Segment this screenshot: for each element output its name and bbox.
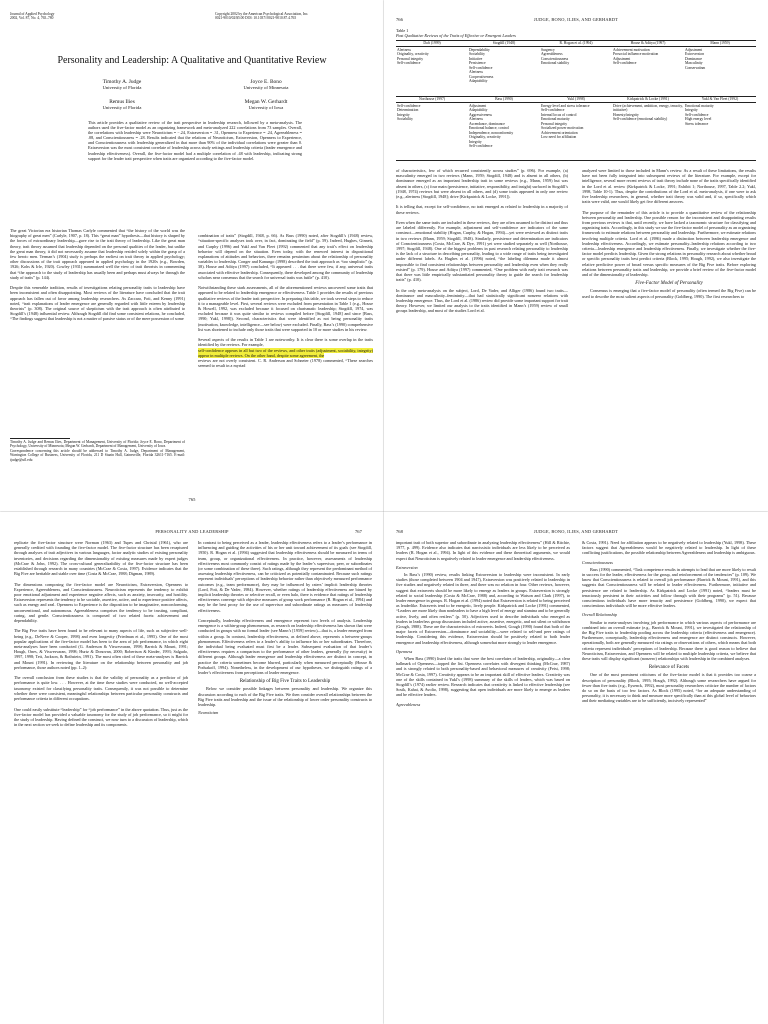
table-cell: Surgency Agreeableness Conscientiousness Emotional stability bbox=[541, 47, 570, 65]
abstract: This article provides a qualitative review of the trait perspective in leadership research, followed by a meta-analysis. The authors used the five-factor model as an organizing framework and meta-analyzed 222 correlations from 73 samples. Overall, the correlations with leadership were Neuroticism = −.24, Extraversion = .31, Openness to Experience = .24, Agreeableness = .08, and Conscientiousness = .28. Results indicated that the relations of Neuroticism, Extraversion, Openness to Experience, and Conscientiousness with leadership generalized in that more than 90% of the individual correlations were greater than 0. Extraversion was the most consistent correlate of leadership across study settings and leadership criteria (leader emergence and leadership effectiveness). Overall, the five-factor model had a multiple correlation of .48 with leadership, indicating strong support for the leader trait perspective when traits are organized according to the five-factor model. bbox=[88, 120, 302, 161]
body-text: Below we consider possible linkages between personality and leadership. We organize this discussion according to each of the Big Five traits. We then consider overall relationships between the Big Five traits and leadership and the issue of the relationship of lower order personality constructs to leadership. bbox=[198, 686, 372, 708]
body-column-left: replicate the five-factor structure were Norman (1963) and Tupes and Christal (1961), who are generally credited with founding the five-factor model. The five-factor structure has been recaptured through analyses of trait adjectives in various languages, factor analytic studies of existing personality inventories, and decisions regarding the dimensionality of existing measures made by expert judges (McCrae & John, 1992). The cross-cultural generalizability of the five-factor structure has been established through research in many countries (McCrae & Costa, 1997). Evidence indicates that the Big Five are heritable and stable over time (Costa & McCrae, 1988; Digman, 1989). The dimensions composing the five-factor model are Neuroticism, Extraversion, Openness to Experience, Agreeableness, and Conscientiousness. Neuroticism represents the tendency to exhibit poor emotional adjustment and experience negative affects, such as anxiety, insecurity, and hostility. Extraversion represents the tendency to be sociable, assertive, active, and to experience positive affects, such as energy and zeal. Openness to Experience is the disposition to be imaginative, nonconforming, unconventional, and autonomous. Agreeableness comprises the tendency to be trusting, compliant, caring, and gentle. Conscientiousness is composed of two related facets: achievement and dependability. The Big Five traits have been found to be relevant to many aspects of life, such as subjective well-being (e.g., DeNeve & Cooper, 1998) and even longevity (Friedman et al., 1995). One of the most popular applications of the five-factor model has been to the area of job performance, in which eight meta-analyses have been conducted (G. Anderson & Viswesvaran, 1998; Barrick & Mount, 1991; Hough, Ones, & Viswesvaran, 1998; Hurtz & Donovan, 2000; Robertson & Kinder, 1993; Salgado, 1997, 1998; Tett, Jackson, & Rothstein, 1991). The most often cited of these meta-analyses is Barrick and Mount (1991). In reviewing the literature on the relationship between personality and job performance, those authors noted (pp. 1–2): The overall conclusion from these studies is that the validity of personality as a predictor of job performance is quite low. . . . However, at the time these studies were conducted, no well-accepted taxonomy existed for classifying personality traits. Consequently, it was not possible to determine whether there were consistent, meaningful relationships between particular personality constructs and performance criteria in different occupations. One could easily substitute “leadership” for “job performance” in the above quotation. Thus, just as the five-factor model has provided a valuable taxonomy for the study of job performance, so it might for the study of leadership. Having defined the construct, we now turn to a discussion of leadership, which in the next section we seek to define leadership and its components. bbox=[14, 540, 188, 728]
running-head: JUDGE, BONO, ILIES, AND GERHARDT bbox=[533, 17, 619, 22]
author-affiliation: University of Florida bbox=[102, 85, 142, 90]
page-number: 765 bbox=[188, 497, 196, 502]
body-text: important trait of both superior and subordinate in analyzing leadership effectiveness” (Hill & Ritchie, 1977, p. 499). Evidence also indicates that narcissistic individuals are less likely to be perceived as leaders (R. Hogan et al., 1994). In light of this evidence and these theoretical arguments, we would expect that Neuroticism is negatively related to leader emergence and leadership effectiveness. bbox=[396, 540, 570, 561]
table-header-cell: Yukl (1998) bbox=[540, 97, 612, 103]
body-column-right bbox=[198, 228, 373, 490]
body-text: Consensus is emerging that a five-factor model of personality (often termed the Big Five) can be used to describe the most salient aspects of personality (Goldberg, 1990). The first researchers to bbox=[582, 288, 756, 299]
author-block bbox=[52, 99, 192, 110]
page-768 bbox=[384, 512, 768, 1024]
table-bottom-rule bbox=[396, 160, 756, 161]
author-block bbox=[52, 79, 192, 90]
body-text: Bass (1990) commented, “Task competence results in attempts to lead that are more likely to result in success for the leader, effectiveness for the group, and reinforcement of the tendencies” (p. 109). We know that Conscientiousness is related to overall job performance (Barrick & Mount, 1991), and this suggests that Conscientiousness will be related to leader effectiveness. Furthermore, initiative and persistence are related to leadership. As Kirkpatrick and Locke (1991) noted, “leaders must be tenaciously persistent in their activities and follow through with their programs” (p. 51). Because conscientious individuals have more tenacity and persistence (Goldberg, 1990), we expect that conscientious individuals will be more effective leaders. bbox=[582, 566, 756, 609]
table-cell: Adjustment Extroversion Dominance Masculinity Conservatism bbox=[685, 47, 706, 70]
subsection-heading: Neuroticism bbox=[198, 710, 219, 716]
body-column-right bbox=[582, 168, 756, 496]
running-head: PERSONALITY AND LEADERSHIP bbox=[155, 529, 229, 534]
table-cell: Energy level and stress tolerance Self-confidence Internal locus of control Emotional maturity Personal integrity Socialized power motivation Achievement orientation Low need for affiliation bbox=[541, 103, 590, 139]
subsection-heading: Conscientiousness bbox=[582, 559, 613, 565]
body-text: reviews are not overly consistent. C. R. Anderson and Schneier (1978) commented, “These searches seemed to result in a myriad bbox=[198, 358, 373, 369]
subsection-heading: Openness bbox=[396, 648, 413, 654]
table-title: Past Qualitative Reviews of the Traits of Effective or Emergent Leaders bbox=[396, 33, 516, 38]
author-name: Joyce E. Bono bbox=[250, 79, 282, 85]
table-header-cell: Bass (1990) bbox=[468, 97, 540, 103]
body-column-left: of characteristics, few of which recurred consistently across studies” (p. 696). For example, (a) masculinity emerged in two reviews (Mann, 1959; Stogdill, 1948) and is absent in all others, (b) dominance emerged as an important leadership trait in some reviews (e.g., Mann, 1959) but was absent in others, (c) four main (persistence, initiative, responsibility, and insight) surfaced in Stogdill’s (1948, 1974) reviews but were absent in all others, and (d) some traits appeared in only one review (e.g., alertness [Stogdill, 1948]; drive [Kirkpatrick & Locke, 1991]). It is telling that, except for self-confidence, no trait emerged as related to leadership in a majority of these reviews. Even when the same traits are included in these reviews, they are often assumed to be distinct and thus are labeled differently. For example, adjustment and self-confidence are indicators of the same construct—emotional stability (Hogan, Curphy, & Hogan, 1994)—yet were reviewed as distinct traits in two reviews (Mann, 1959; Stogdill, 1948). Similarly, persistence and determination are indicators of Conscientiousness (Costa, McCrae, & Dye, 1991) yet were studied separately as well (Northouse, 1997; Stogdill, 1948). One of the biggest problems in past research relating personality to leadership is the lack of a structure in describing personality, leading to a wide range of traits being investigated under different labels. As Hughes et al. (1996) noted, “the labeling dilemma made it almost impossible to find consistent relationships between personality and leadership even when they really existed” (p. 179). House and Aditya (1997) commented, “One problem with early trait research was that there was little empirically substantiated personality theory to guide the search for leadership traits” (p. 410). In the only meta-analysis on the subject, Lord, De Vader, and Alliger (1986) found two traits—dominance and masculinity–femininity—that had statistically significant nonzero relations with leadership emergence. Thus, the Lord et al. (1986) review did provide some important support for trait theory. However, we limited our analysis to the traits identified in Mann’s (1959) review of small groups leadership, and most of the studies Lord et al. bbox=[396, 168, 568, 314]
article-title: Personality and Leadership: A Qualitative and Quantitative Review bbox=[57, 55, 327, 66]
trait-reviews-table-a bbox=[396, 40, 756, 84]
page-765 bbox=[0, 0, 384, 512]
journal-volume: 2002, Vol. 87, No. 4, 765–780 bbox=[10, 16, 54, 21]
trait-reviews-table-b bbox=[396, 96, 756, 149]
table-header-cell: Yukl & Van Fleet (1992) bbox=[684, 97, 756, 103]
body-text: When Bass (1990) listed the traits that were the best correlates of leadership, originality—a clear hallmark of Openness—topped the list. Openness correlates with divergent thinking (McCrae, 1987) and is strongly related to both personality-based and behavioral measures of creativity (Feist, 1998; McCrae & Costa, 1997). Creativity appears to be an important skill of effective leaders. Creativity was one of the skills contained in Yukl’s (1998) summary of the skills of leaders, which was based on Stogdill’s (1974) earlier review. Research indicates that creativity is linked to effective leadership (see Sosik, Kahai, & Avolio, 1998), suggesting that open individuals are more likely to emerge as leaders and be effective leaders. bbox=[396, 656, 570, 698]
body-text: & Costa, 1991). Need for affiliation appears to be negatively related to leadership (Yukl, 1998). These factors suggest that Agreeableness would be negatively related to leadership. In light of these conflicting justifications, the possible relationship between Agreeableness and leadership is ambiguous. bbox=[582, 540, 756, 556]
table-cell: Achievement motivation Prosocial influence motivation Adjustment Self-confidence bbox=[613, 47, 659, 65]
subsection-heading: Agreeableness bbox=[396, 701, 421, 707]
table-header-cell: Daft (1999) bbox=[396, 41, 468, 47]
body-column-right bbox=[582, 540, 756, 1014]
author-affiliation: University of Minnesota bbox=[243, 85, 289, 90]
page-766 bbox=[384, 0, 768, 512]
table-cell: Adjustment Adaptability Aggressiveness Alertness Ascendance, dominance Emotional balance, control Independence, nonconformity Originality, creativity Integrity Self-confidence bbox=[469, 103, 514, 148]
page-number: 766 bbox=[396, 17, 403, 22]
author-block bbox=[196, 79, 336, 90]
table-header-cell: Stogdill (1948) bbox=[468, 41, 540, 47]
author-block bbox=[196, 99, 336, 110]
subsection-heading: Extraversion bbox=[396, 564, 418, 570]
page-767 bbox=[0, 512, 384, 1024]
table-header-cell: R. Hogan et al. (1994) bbox=[540, 41, 612, 47]
body-text: analyzed were limited to those included in Mann’s review. As a result of these limitations, the results have not been fully integrated into subsequent reviews of the literature. For example, except for intelligence, several more recent reviews of trait theory include none of the traits specifically identified in the Lord et al. review (Kirkpatrick & Locke, 1991; Exhibit 1; Northouse, 1997, Table 2.2; Yukl, 1998, Table 10-1). Thus, despite the contributions of the Lord et al. meta-analysis, if one were to ask five leadership researchers, in general, whether trait theory was valid and, if so, specifically which traits were valid, one would likely get five different answers. The purpose of the remainder of this article is to provide a quantitative review of the relationship between personality and leadership. One possible reason for the inconsistent and disappointing results from previous reviews is that, until recently, we have lacked a taxonomic structure for classifying and organizing traits. Accordingly, in this study we use the five-factor model of personality as an organizing framework to estimate relations between personality and leadership. Furthermore, we estimate relations involving multiple criteria. Lord et al. (1986) made a distinction between leadership emergence and leadership effectiveness. Accordingly, we estimate personality–leadership relations according to two criteria—leadership emergence and leadership effectiveness. Finally, we investigate whether the five-factor model predicts leadership. Given the strong relations in personality research about whether broad or specific personality traits best predict criteria (Block, 1995; Hough, 1992), we also investigate the relative predictive power of broad versus specific measures of the Big Five traits. Before exploring relations between personality traits and leadership, we provide a brief review of the five-factor model and of the dimensionality of leadership. bbox=[582, 168, 756, 278]
body-text: combination of traits” (Stogdill, 1948, p. 66). As Bass (1990) noted, after Stogdill’s (1948) review, “situation-specific analyses took over, in fact, dominating the field” (p. 59). Indeed, Hughes, Ginnett, and Curphy (1996) and Yukl and Van Fleet (1992) commented that any trait’s effect on leadership behavior will depend on the situation. Even today, with the renewed interest in dispositional explanations of attitudes and behaviors, there remains pessimism about the relationship of personality variables to leadership. Conger and Kanungo (1998) described the trait approach as “too simplistic” (p. 38). House and Aditya (1997) concluded, “It appeared . . . that there were few, if any, universal traits associated with effective leadership. Consequently, there developed among the community of leadership scholars near consensus that the search for universal traits was futile” (p. 410). Notwithstanding these stark assessments, all of the aforementioned reviews uncovered some traits that appeared to be related to leadership emergence or effectiveness. Table 1 provides the results of previous qualitative reviews of the leader trait perspective. In preparing this table, we took several steps to reduce it to a manageable level. First, several reviews were excluded from presentation in Table 1 (e.g., House & Howell, 1992, was excluded because it focused on charismatic leadership; Stogdill, 1974, was excluded because it was quite similar to reviews compiled before [Stogdill, 1948] and since [Bass, 1990; Yukl, 1998]). Second, characteristics that were identified as not being personality traits (motivation, knowledge, intelligence—see below) were excluded. Finally, Bass’s (1990) comprehensive list was shortened to include only those traits that were supported in 10 or more studies in his review. Several aspects of the results in Table 1 are noteworthy. It is clear there is some overlap in the traits identified by the reviews. For example, bbox=[198, 233, 373, 348]
section-heading: Relationship of Big Five Traits to Leadership bbox=[239, 679, 331, 685]
table-header-cell: House & Aditya (1997) bbox=[612, 41, 684, 47]
table-cell: Alertness Originality, creativity Personal integrity Self-confidence bbox=[397, 47, 429, 65]
author-affiliation: University of Florida bbox=[102, 105, 142, 110]
page-number: 767 bbox=[355, 529, 362, 534]
author-name: Timothy A. Judge bbox=[102, 79, 142, 85]
page-number: 768 bbox=[396, 529, 403, 534]
footnote-rule bbox=[10, 438, 70, 439]
body-column-right bbox=[198, 540, 372, 1014]
body-text: Similar to meta-analyses involving job performance in which various aspects of performance are combined into an overall estimate (e.g., Barrick & Mount, 1991), we investigated the relationship of the Big Five traits to leadership pooling across the leadership criteria (effectiveness and emergence). Furthermore, conceptually, leadership effectiveness and emergence are distinct constructs. However, operationally, both are generally measured via ratings or observations of others, which means that both criteria represent individuals’ perceptions of leadership. Because there is good reason to believe that Neuroticism, Extraversion, and Openness will be related to multiple leadership criteria, we believe that these traits will display significant (nonzero) relationships with leadership in the combined analyses. bbox=[582, 619, 756, 662]
table-cell: Self-confidence Determination Integrity Sociability bbox=[397, 103, 421, 121]
body-text: In contrast to being perceived as a leader, leadership effectiveness refers to a leader’s performance in influencing and guiding the activities of his or her unit toward achievement of its goals (see Stogdill, 1950). R. Hogan et al. (1994) suggested that leadership effectiveness should be measured in terms of team, group, or organizational effectiveness. In practice, however, assessments of leadership effectiveness most commonly consist of ratings made by the leader’s supervisor, peer, or subordinates (or some combination of these three). Such ratings, although they represent the predominant method of assessing leadership effectiveness, can be criticized as potentially contaminated. Because such ratings represent individuals’ perceptions of leadership behavior rather than objectively measured performance outcomes (e.g., team performance), they may be influenced by raters’ implicit leadership theories (Lord, Foti, & De Vader, 1984). However, whether ratings of leadership effectiveness are biased by implicit leadership theories or selective recall, or even halo, there is evidence that ratings of leadership effectiveness converge with objective measures of group work performance (R. Hogan et al., 1994) and may be the best proxy for the use of supervisor and subordinate ratings as measures of leadership effectiveness. Conceptually, leadership effectiveness and emergence represent two levels of analysis. Leadership emergence is a within-group phenomenon, as research on leadership effectiveness has shown that were conducted in groups with no formal leader (see Mann’s [1959] review)—that is, a leader emerged from within a group. In contrast, leadership effectiveness, as defined above, represents a between-groups phenomenon. Effectiveness refers to a leader’s ability to influence his or her subordinates. Therefore, the individual being evaluated must first be a leader. Subsequent evaluation of that leader’s effectiveness requires a comparison to the performance of other leaders, generally (by necessity) in different groups. Although leader emergence and leadership effectiveness are distinct in concept, in practice the criteria sometimes become blurred, particularly when measured perceptually (House & Podsakoff, 1994). Nonetheless, in the development of our hypotheses, we distinguish ratings of a leader’s effectiveness from perceptions of leader emergence. bbox=[198, 540, 372, 676]
author-affiliation: University of Iowa bbox=[248, 105, 284, 110]
subsection-heading: Overall Relationship bbox=[582, 612, 618, 618]
body-column-left bbox=[396, 540, 570, 1014]
author-name: Megan W. Gerhardt bbox=[244, 99, 288, 105]
table-cell: Emotional maturity Integrity Self-confidence High energy level Stress tolerance bbox=[685, 103, 714, 126]
body-text: One of the most prominent criticisms of the five-factor model is that it provides too coarse a description of personality (Block, 1995; Hough, 1992). Although some researchers have argued for fewer than five traits (e.g., Eysenck, 1992), most personality researchers criticize the number of factors do so on the basis of too few factors. As Block (1995) noted, “for an adequate understanding of personality, it is necessary to think and measure more specifically than at this global level of behaviors and their mediating variables are to be sufficiently, incisively represented” bbox=[582, 672, 756, 704]
table-cell: Dependability Sociability Initiative Persistence Self-confidence Alertness Cooperativeness Adaptability bbox=[469, 47, 494, 83]
body-text: In Bass’s (1990) review, results linking Extraversion to leadership were inconsistent. In early studies (those completed between 1904 and 1947), Extraversion was positively related to leadership in five studies and negatively related in three, and there was no relation in four. Other reviews, however, suggest that extraverts should be more likely to emerge as leaders in groups. Extraversion is strongly related to social leadership (Costa & McCrae, 1988) and, according to Watson and Clark (1997), to leader emergence in groups. R. Hogan et al. (1994) noted that Extraversion is related to being perceived as leaderlike. Extraverts tend to be energetic, lively people. Kirkpatrick and Locke (1991) commented, “Leaders are more likely than nonleaders to have a high level of energy and stamina and to be generally active, lively, and often restless” (p. 50). Adjectives used to describe individuals who emerged as leaders in leaderless group discussions included active, assertive, energetic, and not silent or withdrawn (Gough, 1988). These are the characteristics of extraverts. Indeed, Gough (1990) found that both of the major facets of Extraversion—dominance and sociability—were related to self-and peer ratings of leadership. Considering this evidence, Extraversion should be positively related to both leader emergence and leadership effectiveness, although somewhat more strongly to leader emergence. bbox=[396, 572, 570, 645]
section-heading: Five-Factor Model of Personality bbox=[635, 281, 703, 287]
copyright-line: Copyright 2002 by the American Psychological Association, Inc. bbox=[215, 12, 309, 16]
table-header-cell: Mann (1959) bbox=[684, 41, 756, 47]
body-column-left: The great Victorian era historian Thomas Carlyle commented that “the history of the world was the biography of great men” (Carlyle, 1907, p. 18). This “great man” hypothesis—that history is shaped by the forces of extraordinary leadership—gave rise to the trait theory of leadership. Like the great man theory, trait theory assumed that leadership depended on the personal qualities of the leader, but unlike the great man theory, it did not necessarily assume that leadership resided solely within the grasp of a few heroic men. Terman’s (1904) study is perhaps the earliest on trait theory in applied psychology; other discussions of the trait approach appeared in applied psychology in the 1920s (e.g., Bowden, 1926; Kohs & Irle, 1920). Cowley (1931) summarized well the view of trait theorists in commenting that “the approach to the study of leadership has usually been and perhaps must always be through the study of traits” (p. 144). Despite this venerable tradition, results of investigations relating personality traits to leadership have been inconsistent and often disappointing. Most reviews of the literature have concluded that the trait approach has fallen out of favor among leadership researchers. As Zaccaro, Foti, and Kenny (1991) noted, “trait explanations of leader emergence are generally regarded with little esteem by leadership theorists” (p. 308). The original source of skepticism with the trait approach is often attributed to Stogdill’s (1948) influential review. Although Stogdill did find some consistent relations, he concluded, “The findings suggest that leadership is not a matter of passive status or of the mere possession of some bbox=[10, 228, 185, 322]
journal-citation bbox=[10, 12, 100, 21]
author-name: Remus Ilies bbox=[109, 99, 135, 105]
table-header-cell: Kirkpatrick & Locke (1991) bbox=[612, 97, 684, 103]
highlighted-text: self-confidence appears in all but two of the reviews, and other traits (adjustment, sociability, integrity) appear in multiple reviews. On the other hand, despite some agreement, the bbox=[198, 347, 373, 358]
section-heading: Relevance of Facets bbox=[648, 665, 690, 671]
journal-name: Journal of Applied Psychology bbox=[10, 12, 55, 16]
table-header-cell: Northouse (1997) bbox=[396, 97, 468, 103]
table-cell: Drive (achievement, ambition, energy, tenacity, initiative) Honesty/integrity Self-confidence (emotional stability) bbox=[613, 103, 683, 121]
doi-line: 0021-9010/02/$5.00 DOI: 10.1037//0021-9010.87.4.765 bbox=[215, 16, 297, 21]
copyright-notice bbox=[215, 12, 375, 21]
author-footnote: Timothy A. Judge and Remus Ilies, Department of Management, University of Florida; Joyce E. Bono, Department of Psychology, University of Minnesota; Megan W. Gerhardt, Department of Management, University of Iowa. Correspondence concerning this article should be addressed to Timothy A. Judge, Department of Management, Warrington College of Business, University of Florida, 211 D Stuzin Hall, Gainesville, Florida 32611-7165. E-mail: tjudge@ufl.edu bbox=[10, 440, 185, 462]
table-label: Table 1 bbox=[396, 28, 409, 33]
running-head: JUDGE, BONO, ILIES, AND GERHARDT bbox=[533, 529, 619, 534]
